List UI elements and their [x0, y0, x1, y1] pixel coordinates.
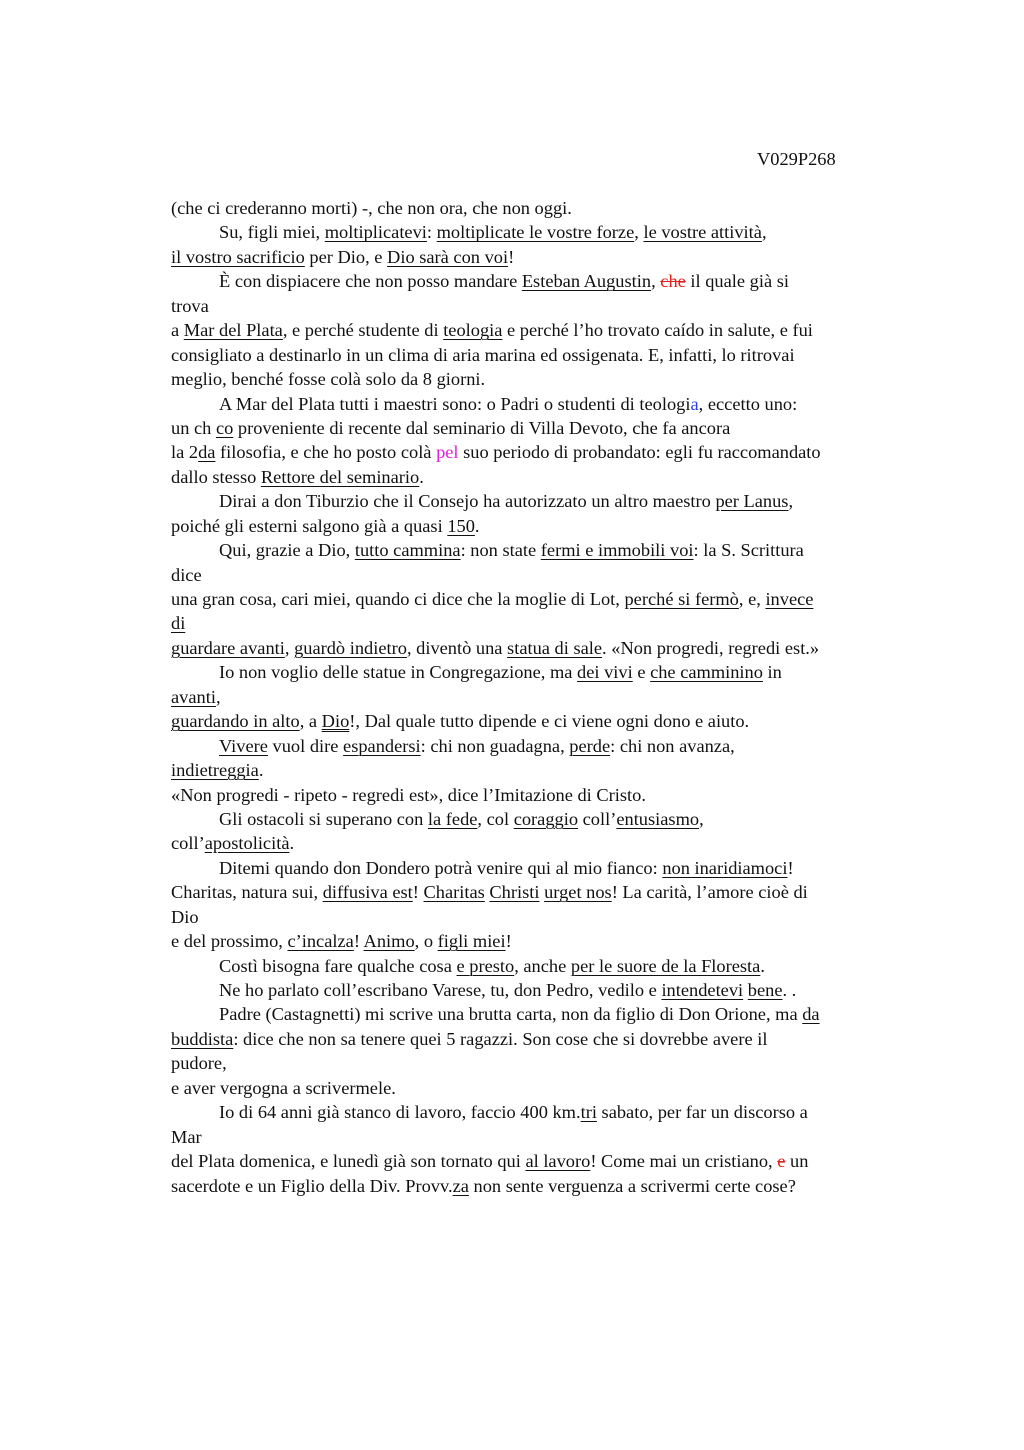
text-run: Dirai a don Tiburzio che il Consejo ha autorizzato un altro maestro — [219, 491, 716, 512]
text-line — [171, 954, 911, 978]
text-line — [171, 636, 911, 660]
text-run: una gran cosa, cari miei, quando ci dice che la moglie di Lot, — [171, 589, 625, 609]
text-run: meglio, benché fosse colà solo da 8 giorni. — [171, 369, 486, 390]
text-run: e aver vergogna a scrivermele. — [171, 1077, 396, 1098]
underlined-text: Christi — [489, 882, 540, 903]
text-run: : chi non guadagna, — [420, 735, 570, 756]
text-run: filosofia, e che ho posto colà — [215, 442, 437, 463]
text-run: e del prossimo, — [171, 931, 288, 952]
text-run: dallo stesso — [171, 466, 261, 487]
text-line — [171, 416, 911, 440]
text-run: Io di 64 anni già stanco di lavoro, faccio 400 km. — [219, 1102, 581, 1123]
text-line — [171, 1100, 911, 1124]
underlined-text: perde — [569, 735, 611, 756]
text-run: Costì bisogna fare qualche cosa — [219, 955, 457, 976]
underlined-text: per Lanus — [715, 491, 789, 512]
text-run: (che ci crederanno morti) -, che non ora, che non oggi. — [171, 198, 572, 218]
text-run: , — [699, 808, 704, 829]
text-line — [171, 734, 911, 758]
text-run: e — [632, 662, 651, 683]
underlined-text: Mar del Plata — [183, 320, 283, 341]
text-line — [171, 1174, 911, 1198]
text-run: «Non progredi - ripeto - regredi est», dice l’Imitazione di Cristo. — [171, 784, 646, 805]
underlined-text: Dio sarà con voi — [387, 246, 509, 267]
text-run: . . — [782, 980, 797, 1000]
underlined-text: il vostro sacrificio — [171, 246, 305, 267]
text-line — [171, 758, 911, 782]
text-run: . — [760, 955, 765, 976]
text-line — [171, 611, 911, 635]
text-run: : la S. Scrittura — [693, 540, 804, 561]
text-run: trova — [171, 295, 209, 316]
text-line — [171, 1076, 911, 1100]
text-run: Dio — [171, 906, 199, 927]
text-line — [171, 245, 911, 269]
underlined-text: Charitas — [423, 882, 485, 903]
text-run: un — [785, 1151, 809, 1172]
page-code: V029P268 — [757, 149, 836, 169]
text-run: poiché gli esterni salgono già a quasi — [171, 515, 448, 536]
text-run: a — [171, 320, 184, 341]
text-run: , — [761, 222, 767, 243]
underlined-text: la fede — [427, 808, 478, 829]
text-run: un ch — [171, 417, 216, 438]
text-run: , — [215, 686, 221, 707]
text-run: proveniente di recente dal seminario di Villa Devoto, che fa ancora — [233, 417, 731, 438]
deleted-text: che — [660, 271, 686, 292]
text-run: . — [258, 760, 264, 781]
text-run: : chi non avanza, — [610, 735, 735, 756]
text-line — [171, 318, 911, 342]
text-run: , anche — [514, 955, 571, 976]
underlined-text: guardò indietro — [294, 637, 407, 658]
text-run: , — [788, 491, 794, 512]
text-line — [171, 367, 911, 391]
underlined-text: indietreggia — [171, 760, 259, 781]
text-run: : non state — [460, 540, 541, 561]
text-run: ! La carità, l’amore cioè di — [611, 882, 808, 903]
text-run: , col — [477, 808, 514, 829]
underlined-text: moltiplicate le vostre forze — [436, 222, 635, 243]
underlined-text: di — [171, 613, 186, 634]
text-line — [171, 807, 911, 831]
text-run: , — [651, 271, 661, 292]
underlined-text: dei vivi — [577, 662, 633, 683]
text-run: dice — [171, 564, 202, 585]
text-run: Qui, grazie a Dio, — [219, 540, 355, 561]
underlined-text: invece — [765, 589, 814, 609]
underlined-text: da — [198, 442, 216, 463]
text-run: , — [284, 637, 295, 658]
underlined-text: Vivere — [219, 735, 268, 756]
text-run: ! Come mai un cristiano, — [590, 1151, 778, 1172]
text-run: Mar — [171, 1126, 202, 1147]
text-line — [171, 1002, 911, 1026]
text-run: Su, figli miei, — [219, 222, 325, 243]
underlined-text: da — [802, 1004, 820, 1025]
underlined-text: co — [215, 417, 234, 438]
inserted-text: pel — [436, 442, 459, 463]
text-run: , diventò una — [406, 637, 508, 658]
text-run: pudore, — [171, 1053, 227, 1074]
text-line — [171, 196, 911, 220]
underlined-text: diffusiva est — [322, 882, 413, 903]
text-run: vuol dire — [267, 735, 344, 756]
text-line — [171, 489, 911, 513]
text-run: coll’ — [578, 808, 617, 829]
text-run: per Dio, e — [304, 246, 388, 267]
text-line — [171, 587, 911, 611]
text-run: A Mar del Plata tutti i maestri sono: o Padri o studenti di teologi — [219, 393, 691, 414]
text-run: e perché l’ho trovato caído in salute, e fui — [502, 320, 813, 341]
inserted-text: a — [690, 393, 699, 414]
deleted-text: e — [777, 1151, 786, 1172]
underlined-text: buddista — [171, 1028, 234, 1049]
text-run: . — [474, 515, 480, 536]
text-run: : — [426, 222, 437, 243]
text-run: . «Non progredi, regredi est.» — [602, 637, 820, 658]
text-run: Io non voglio delle statue in Congregazione, ma — [219, 662, 578, 683]
text-line — [171, 343, 911, 367]
underlined-text: e presto — [456, 955, 515, 976]
underlined-text: fermi e immobili voi — [540, 540, 694, 561]
text-run: Charitas, natura sui, — [171, 882, 323, 903]
text-line — [171, 856, 911, 880]
double-underlined-text: Dio — [321, 711, 350, 732]
text-run: del Plata domenica, e lunedì già son tornato qui — [171, 1151, 526, 1172]
underlined-text: entusiasmo — [616, 808, 700, 829]
underlined-text: bene — [747, 980, 783, 1000]
text-run: ! — [412, 882, 424, 903]
underlined-text: tutto cammina — [354, 540, 461, 561]
underlined-text: al lavoro — [525, 1151, 591, 1172]
underlined-text: non inaridiamoci — [662, 857, 788, 878]
underlined-text: che camminino — [650, 662, 763, 683]
underlined-text: tri — [580, 1102, 597, 1123]
text-line — [171, 563, 911, 587]
text-line — [171, 660, 911, 684]
text-line — [171, 538, 911, 562]
text-line — [171, 783, 911, 807]
text-run: il quale già si — [685, 271, 789, 292]
text-line — [171, 831, 911, 855]
text-line — [171, 465, 911, 489]
text-run: ! — [353, 931, 364, 952]
text-line — [171, 1051, 911, 1075]
underlined-text: moltiplicatevi — [324, 222, 427, 243]
text-line — [171, 709, 911, 733]
underlined-text: figli miei — [437, 931, 506, 952]
text-line — [171, 905, 911, 929]
text-line — [171, 514, 911, 538]
underlined-text: avanti — [171, 686, 216, 707]
underlined-text: Animo — [363, 931, 415, 952]
text-run: ! — [508, 246, 515, 267]
underlined-text: statua di sale — [507, 637, 603, 658]
text-run: : dice che non sa tenere quei 5 ragazzi. Son cose che si dovrebbe avere il — [233, 1028, 768, 1049]
underlined-text: 150 — [447, 515, 475, 536]
text-line — [171, 1027, 911, 1051]
underlined-text: teologia — [443, 320, 503, 341]
underlined-text: per le suore de la Floresta — [570, 955, 761, 976]
text-run: , eccetto uno: — [698, 393, 798, 414]
text-run: sabato, per far un discorso a — [596, 1102, 808, 1123]
text-run: È con dispiacere che non posso mandare — [219, 271, 522, 292]
underlined-text: guardare avanti — [171, 637, 285, 658]
text-run: la 2 — [171, 442, 199, 463]
text-run: , o — [414, 931, 438, 952]
text-run: Ne ho parlato coll’escribano Varese, tu, don Pedro, vedilo e — [219, 980, 662, 1000]
underlined-text: intendetevi — [661, 980, 744, 1000]
text-line — [171, 392, 911, 416]
text-run: coll’ — [171, 833, 205, 854]
text-run: Gli ostacoli si superano con — [219, 808, 428, 829]
text-line — [171, 1149, 911, 1173]
text-line — [171, 440, 911, 464]
text-run: suo periodo di probandato: egli fu raccomandato — [458, 442, 821, 463]
text-line — [171, 880, 911, 904]
text-run: ! — [505, 931, 512, 952]
underlined-text: urget nos — [544, 882, 612, 903]
text-run: non sente verguenza a scrivermi certe cose? — [468, 1175, 796, 1196]
text-line — [171, 929, 911, 953]
text-line — [171, 294, 911, 318]
text-run: , — [634, 222, 644, 243]
text-run: consigliato a destinarlo in un clima di aria marina ed ossigenata. E, infatti, lo ritrovai — [171, 344, 795, 365]
text-run: , e, — [738, 589, 766, 609]
underlined-text: le vostre attività — [643, 222, 762, 243]
text-run: . — [289, 833, 295, 854]
underlined-text: guardando in alto — [171, 711, 300, 732]
text-run: Ditemi quando don Dondero potrà venire qui al mio fianco: — [219, 857, 663, 878]
text-line — [171, 685, 911, 709]
underlined-text: Esteban Augustin — [521, 271, 652, 292]
text-line — [171, 220, 911, 244]
underlined-text: perché si fermò — [624, 589, 739, 609]
text-line — [171, 978, 911, 1002]
text-run: sacerdote e un Figlio della Div. Provv. — [171, 1175, 453, 1196]
underlined-text: apostolicità — [204, 833, 290, 854]
text-run: ! — [787, 857, 794, 878]
text-line — [171, 1125, 911, 1149]
letter-body — [171, 196, 911, 1198]
underlined-text: za — [452, 1175, 469, 1196]
underlined-text: Rettore del seminario — [260, 466, 420, 487]
text-run: Padre (Castagnetti) mi scrive una brutta carta, non da figlio di Don Orione, ma — [219, 1004, 803, 1025]
text-line — [171, 269, 911, 293]
underlined-text: espandersi — [343, 735, 421, 756]
text-run: , a — [299, 711, 322, 732]
underlined-text: coraggio — [513, 808, 579, 829]
text-run: , e perché studente di — [282, 320, 444, 341]
underlined-text: c’incalza — [287, 931, 354, 952]
text-run: !, Dal quale tutto dipende e ci viene ogni dono e aiuto. — [349, 711, 750, 732]
text-run: in — [762, 662, 782, 683]
text-run: . — [419, 466, 424, 487]
